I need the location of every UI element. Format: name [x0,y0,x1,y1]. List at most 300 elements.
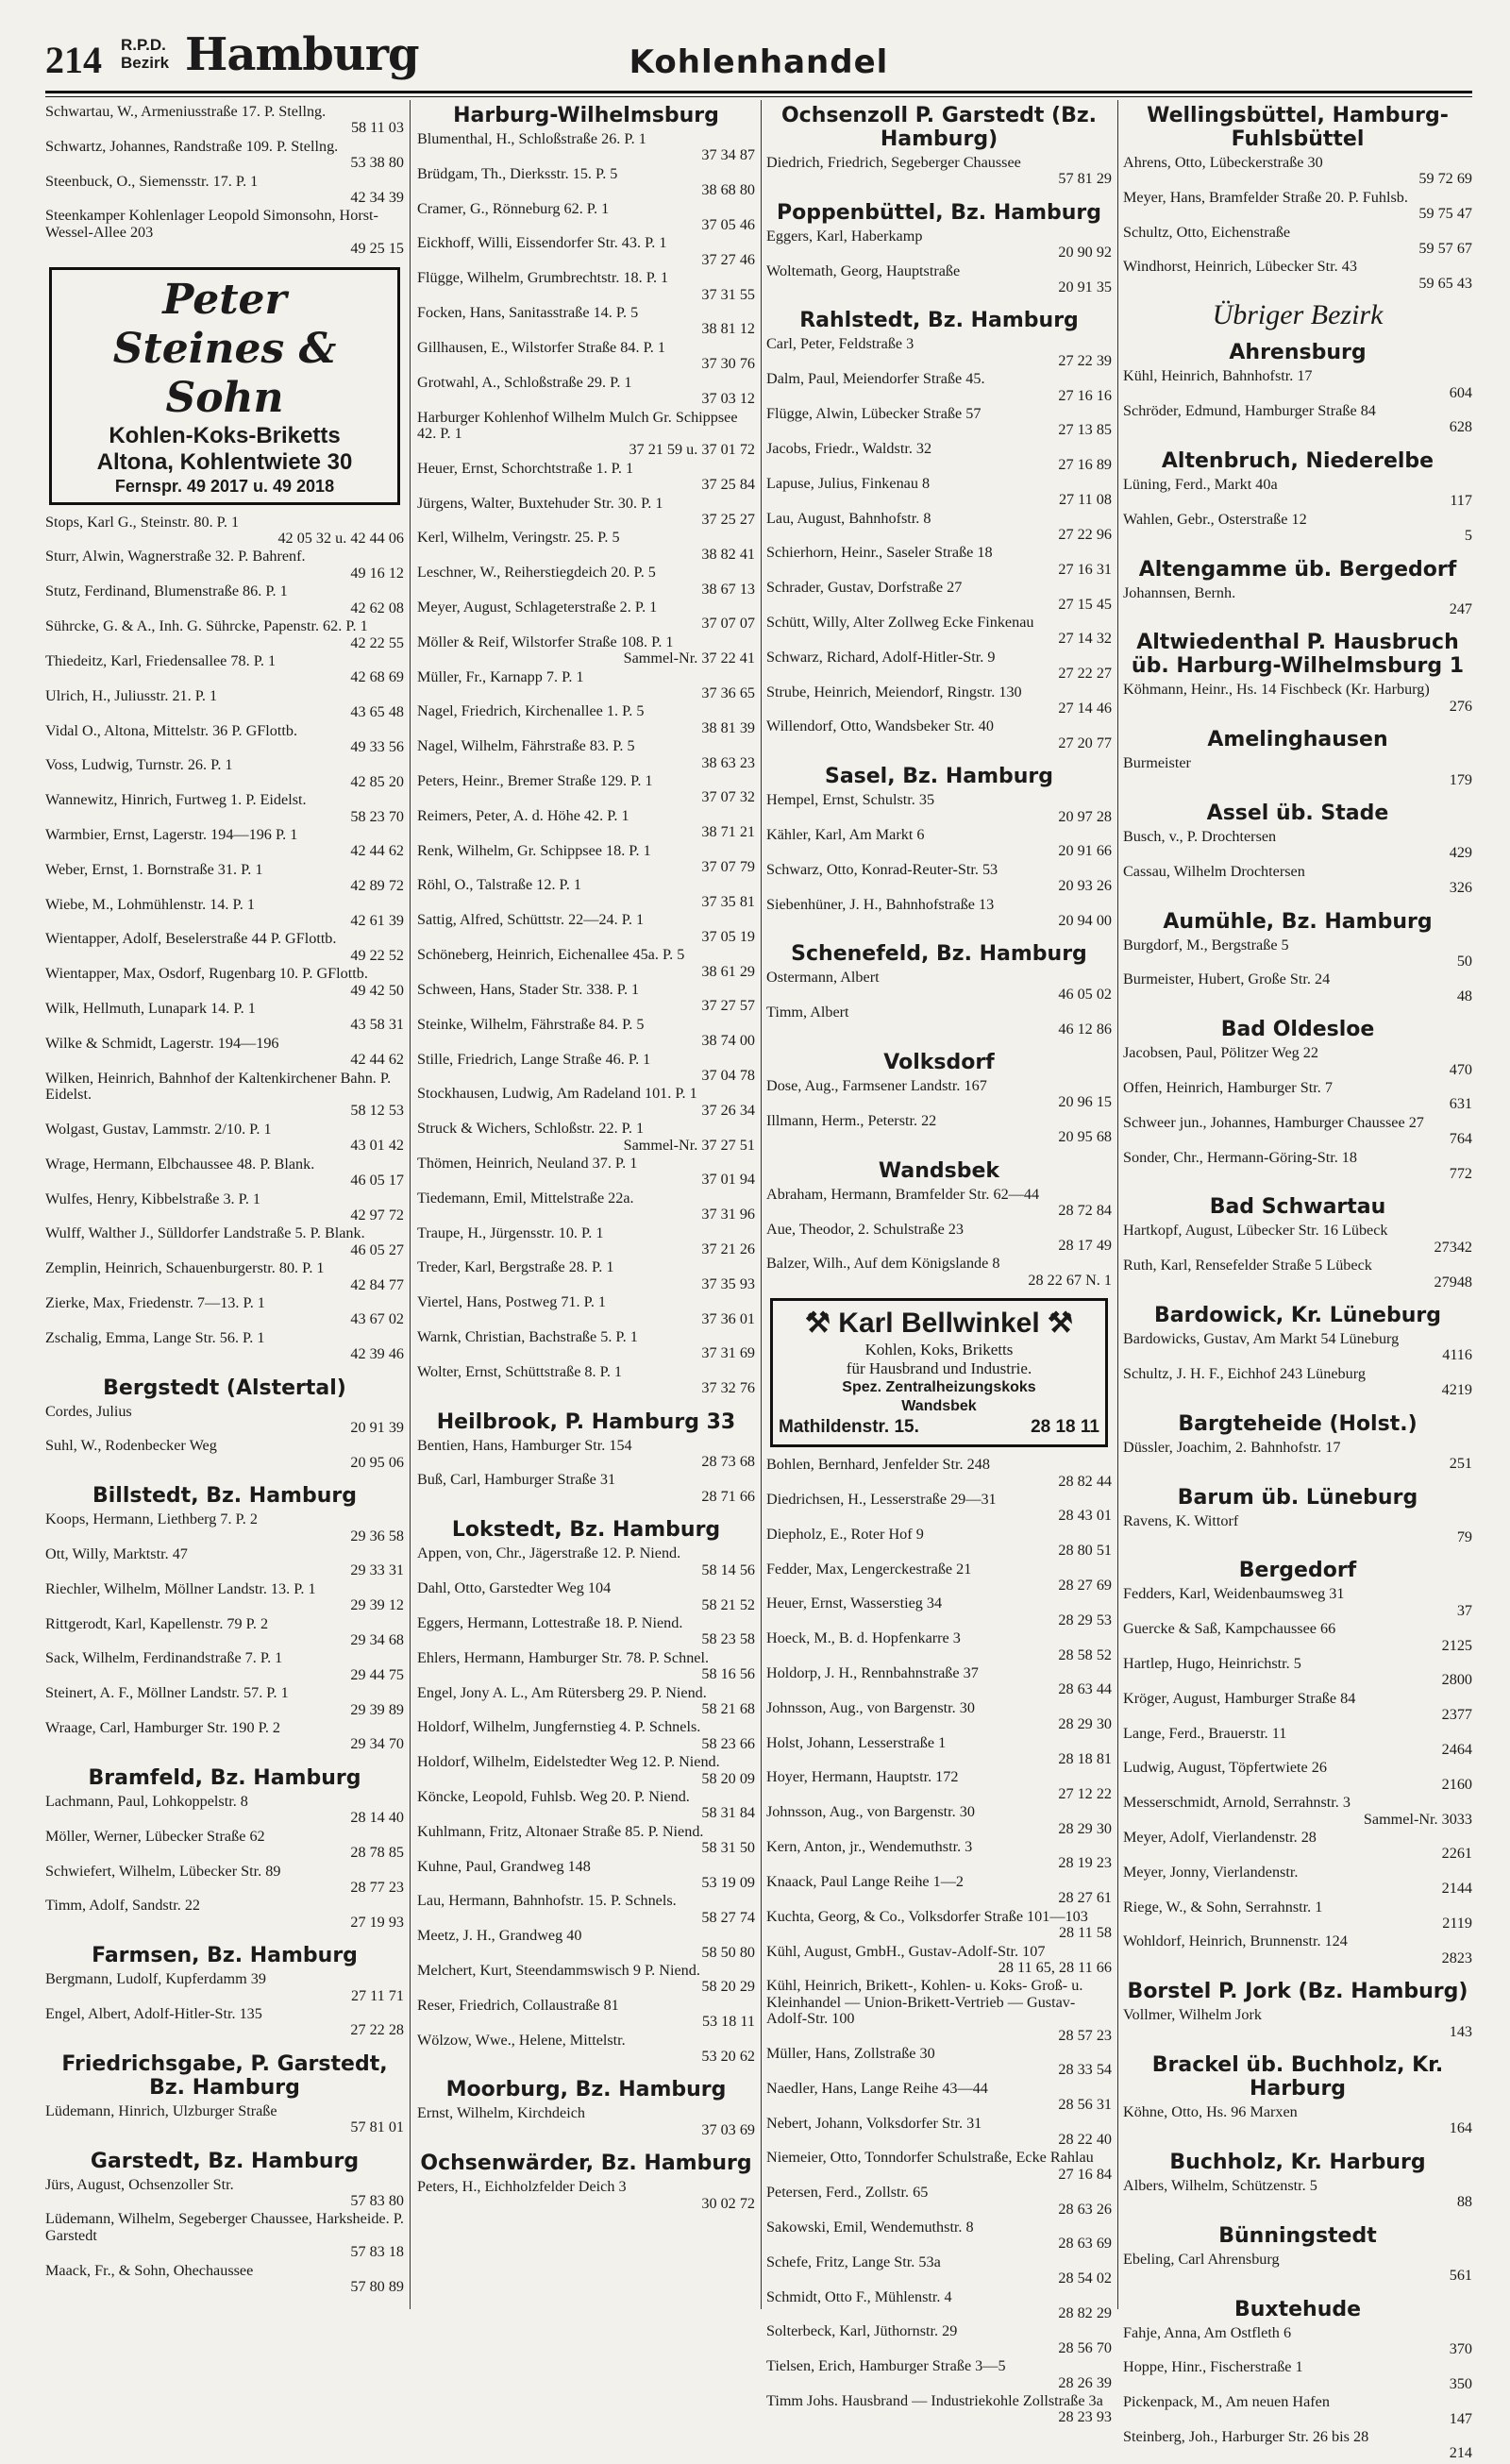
entry-phone: 59 75 47 [1418,205,1472,223]
entry-phone: 117 [1450,492,1472,510]
town-heading: Bergstedt (Alstertal) [103,1375,346,1400]
directory-entry [45,1616,404,1649]
entry-text: Diepholz, E., Roter Hof 9 [766,1525,924,1543]
directory-entry [45,1191,404,1224]
entry-phone: 53 20 62 [701,2048,755,2066]
town-list [417,104,755,2212]
directory-entry [417,1121,755,1154]
directory-entry [1123,1080,1472,1113]
directory-entry [45,515,404,548]
entry-phone: 2377 [1441,1706,1472,1724]
entry-text: Lange, Ferd., Brauerstr. 11 [1123,1724,1287,1742]
town-heading: Aumühle, Bz. Hamburg [1163,909,1433,934]
directory-entry [417,1294,755,1327]
entry-text: Renk, Wilhelm, Gr. Schippsee 18. P. 1 [417,841,651,859]
entry-text: Schwarz, Richard, Adolf-Hitler-Str. 9 [766,648,996,666]
entry-text: Abraham, Hermann, Bramfelder Str. 62—44 [766,1185,1040,1203]
entry-text: Wulfes, Henry, Kibbelstraße 3. P. 1 [45,1190,261,1207]
directory-entry [417,1052,755,1085]
directory-entry [417,1438,755,1471]
entry-phone: 28 56 31 [1058,2096,1112,2114]
advert-phone: Fernspr. 49 2017 u. 49 2018 [114,476,335,496]
entry-phone: 27 16 16 [1058,386,1112,404]
entry-text: Johannsen, Bernh. [1123,583,1236,601]
directory-entry [1123,1933,1472,1966]
entry-text: Burgdorf, M., Bergstraße 5 [1123,936,1289,954]
directory-entry [1123,971,1472,1004]
town-heading: Friedrichsgabe, P. Garstedt, Bz. Hamburg [61,2051,388,2100]
entry-text: Möller & Reif, Wilstorfer Straße 108. P. 1 [417,633,674,650]
directory-entry [1123,2104,1472,2137]
entry-text: Müller, Hans, Zollstraße 30 [766,2044,935,2062]
entry-phone: 470 [1449,1060,1472,1078]
entry-phone: 38 81 39 [701,718,755,736]
entry-phone: 20 95 06 [350,1453,404,1471]
directory-entry [417,1859,755,1892]
entry-phone: 37 [1456,1601,1472,1619]
directory-entry [45,139,404,172]
directory-entry [45,104,404,137]
directory-entry [45,897,404,930]
entry-phone: 42 85 20 [350,772,404,790]
town-heading: Altenbruch, Niederelbe [1161,448,1434,473]
entry-text: Viertel, Hans, Postweg 71. P. 1 [417,1293,607,1311]
entry-phone: 2119 [1442,1915,1472,1932]
town-heading: Bargteheide (Holst.) [1178,1411,1418,1436]
directory-entry [1123,1223,1472,1256]
advert-karl-bellwinkel [770,1298,1108,1447]
directory-entry [1123,2325,1472,2358]
advert-name: ⚒ Karl Bellwinkel ⚒ [805,1308,1073,1340]
entry-text: Kuhlmann, Fritz, Altonaer Straße 85. P. Niend. [417,1822,704,1840]
entry-text: Bardowicks, Gustav, Am Markt 54 Lüneburg [1123,1330,1400,1348]
subheading: Übriger Bezirk [1212,299,1384,331]
entry-phone: Sammel-Nr. 37 22 41 [623,650,755,667]
entry-phone: 2144 [1441,1880,1472,1898]
entry-phone: 20 97 28 [1058,807,1112,825]
entry-phone: 37 31 55 [701,285,755,303]
entry-phone: 42 61 39 [350,912,404,929]
directory-entry [45,931,404,964]
entry-text: Albers, Wilhelm, Schützenstr. 5 [1123,2176,1317,2194]
entry-phone: 50 [1456,952,1472,970]
entry-phone: 42 44 62 [350,842,404,860]
directory-entry [1123,682,1472,715]
directory-entry [417,131,755,164]
advert-name-text: Karl Bellwinkel [838,1308,1040,1340]
entry-phone: 58 31 50 [701,1839,755,1857]
rpd-line1: R.P.D. [121,36,166,54]
entry-phone: 27 13 85 [1058,421,1112,439]
entry-text: Holdorf, Wilhelm, Eidelstedter Weg 12. P. Niend. [417,1753,720,1771]
directory-entry [766,511,1112,544]
directory-entry [1123,2252,1472,2285]
directory-entry [766,580,1112,613]
entry-phone: 38 81 12 [701,320,755,338]
entry-text: Ravens, K. Wittorf [1123,1511,1239,1529]
town-heading: Billstedt, Bz. Hamburg [92,1484,357,1509]
directory-entry [766,2219,1112,2253]
entry-phone: 37 01 94 [701,1171,755,1189]
entry-phone: 57 83 18 [350,2243,404,2261]
entry-text: Sonder, Chr., Hermann-Göring-Str. 18 [1123,1148,1357,1166]
directory-entry [45,618,404,651]
directory-entry [45,1720,404,1753]
entry-text: Reser, Friedrich, Collaustraße 81 [417,1996,619,2014]
entry-phone: 37 07 79 [701,858,755,876]
directory-entry [417,1963,755,1996]
entry-text: Hempel, Ernst, Schulstr. 35 [766,791,935,809]
town-heading: Harburg-Wilhelmsburg [453,104,719,127]
entry-text: Wölzow, Wwe., Helene, Mittelstr. [417,2031,626,2049]
town-heading: Ahrensburg [1229,341,1367,365]
directory-entry [417,1545,755,1578]
directory-entry [1123,1045,1472,1078]
town-heading: Lokstedt, Bz. Hamburg [451,1518,721,1543]
entry-phone: 27 19 93 [350,1913,404,1931]
directory-entry [417,166,755,199]
column-separator [761,100,762,2309]
entry-text: Heuer, Ernst, Schorchtstraße 1. P. 1 [417,459,634,477]
town-heading: Rahlstedt, Bz. Hamburg [799,309,1079,333]
directory-entry [45,757,404,790]
entry-phone: 37 31 96 [701,1206,755,1224]
entry-phone: 43 01 42 [350,1137,404,1155]
directory-entry [45,208,404,257]
directory-entry [766,441,1112,474]
entry-text: Schwarz, Otto, Konrad-Reuter-Str. 53 [766,860,998,878]
entry-text: Illmann, Herm., Peterstr. 22 [766,1111,937,1129]
entry-phone: 2125 [1441,1636,1472,1654]
entry-phone: 27 16 89 [1058,456,1112,474]
entry-phone: 28 43 01 [1058,1507,1112,1525]
directory-entry [1123,2178,1472,2211]
entry-phone: 58 14 56 [701,1561,755,1578]
entry-phone: 27 22 28 [350,2021,404,2039]
entry-phone: 28 11 58 [1058,1924,1112,1942]
entry-text: Müller, Fr., Karnapp 7. P. 1 [417,667,584,685]
directory-entry [45,723,404,756]
directory-entry [766,406,1112,439]
directory-entry [45,1829,404,1862]
entry-text: Johnsson, Aug., von Bargenstr. 30 [766,1698,975,1716]
entry-phone: 20 91 35 [1058,278,1112,296]
entry-text: Aue, Theodor, 2. Schulstraße 23 [766,1220,964,1238]
directory-entry [1123,477,1472,510]
entry-phone: 37 25 84 [701,476,755,494]
directory-entry [45,583,404,616]
entry-text: Eggers, Karl, Haberkamp [766,227,923,245]
entry-text: Grotwahl, A., Schloßstraße 29. P. 1 [417,373,632,391]
directory-entry [45,1036,404,1069]
entry-phone: 38 74 00 [701,1032,755,1050]
entry-text: Balzer, Wilh., Auf dem Königslande 8 [766,1255,1000,1273]
entry-text: Voss, Ludwig, Turnstr. 26. P. 1 [45,756,233,774]
entry-phone: 28 57 23 [1058,2026,1112,2044]
directory-entry [766,1595,1112,1629]
entry-phone: 27 22 96 [1058,525,1112,543]
entry-phone: 28 29 53 [1058,1611,1112,1629]
entry-text: Riege, W., & Sohn, Serrahnstr. 1 [1123,1898,1323,1916]
entry-phone: 79 [1456,1527,1472,1545]
directory-entry [417,1472,755,1505]
entry-text: Dose, Aug., Farmsener Landstr. 167 [766,1077,987,1095]
directory-entry [1123,259,1472,292]
entry-text: Suhl, W., Rodenbecker Weg [45,1437,217,1455]
entry-text: Diedrichsen, H., Lesserstraße 29—31 [766,1490,997,1508]
entry-phone: 38 63 23 [701,753,755,771]
entry-phone: 48 [1456,987,1472,1004]
entry-phone: 42 62 08 [350,599,404,616]
directory-entry [417,773,755,806]
directory-entry [766,1804,1112,1837]
entry-phone: 764 [1449,1130,1472,1148]
entry-phone: 28 71 66 [701,1487,755,1505]
directory-entry [766,1944,1112,1977]
entry-text: Wrage, Hermann, Elbchaussee 48. P. Blank. [45,1155,315,1173]
entry-phone: 28 27 69 [1058,1576,1112,1594]
entry-text: Ruth, Karl, Rensefelder Straße 5 Lübeck [1123,1257,1372,1274]
entry-text: Ulrich, H., Juliusstr. 21. P. 1 [45,686,218,704]
directory-entry [1123,2007,1472,2040]
directory-entry [45,1156,404,1190]
town-heading: Bergedorf [1238,1559,1357,1583]
directory-entry [766,827,1112,860]
entry-phone: 58 11 03 [350,119,404,137]
advert-name-line2: Steines & Sohn [112,324,337,422]
directory-entry [766,1665,1112,1698]
directory-entry [1123,2359,1472,2392]
directory-entry [45,792,404,825]
entry-phone: 28 82 44 [1058,1472,1112,1490]
entry-text: Sührcke, G. & A., Inh. G. Sührcke, Papenstr. 62. P. 1 [45,617,368,635]
directory-entry [1123,155,1472,188]
entry-phone: 4116 [1442,1346,1472,1364]
entry-phone: 28 73 68 [701,1453,755,1471]
column-4 [1123,104,1472,2464]
entry-list [766,1457,1112,2426]
entry-text: Stille, Friedrich, Lange Straße 46. P. 1 [417,1050,651,1068]
town-heading: Barum üb. Lüneburg [1177,1485,1418,1510]
directory-entry [417,1580,755,1613]
entry-phone: 29 36 58 [350,1527,404,1544]
entry-text: Ernst, Wilhelm, Kirchdeich [417,2104,585,2122]
entry-text: Ahrens, Otto, Lübeckerstraße 30 [1123,154,1323,171]
header-rule-thin [45,96,1472,97]
entry-text: Rittgerodt, Karl, Kapellenstr. 79 P. 2 [45,1614,269,1632]
entry-text: Wahlen, Gebr., Osterstraße 12 [1123,510,1307,528]
entry-phone: 43 58 31 [350,1016,404,1034]
directory-entry [766,2358,1112,2391]
entry-text: Hartlep, Hugo, Heinrichstr. 5 [1123,1654,1301,1672]
directory-entry [1123,1830,1472,1863]
entry-text: Gillhausen, E., Wilstorfer Straße 84. P. 1 [417,338,665,356]
directory-entry [417,496,755,529]
entry-phone: 628 [1449,418,1472,436]
directory-entry [417,669,755,702]
entry-text: Kühl, Heinrich, Bahnhofstr. 17 [1123,367,1313,385]
entry-phone: 37 36 65 [701,684,755,701]
entry-phone: 37 35 93 [701,1274,755,1292]
directory-entry [417,1329,755,1362]
town-heading: Moorburg, Bz. Hamburg [445,2078,727,2102]
directory-entry [417,1754,755,1787]
directory-entry [766,1457,1112,1490]
entry-text: Zemplin, Heinrich, Schauenburgerstr. 80. P. 1 [45,1259,325,1277]
entry-phone: 27 20 77 [1058,734,1112,751]
entry-phone: 53 18 11 [701,2013,755,2031]
entry-text: Fahje, Anna, Am Ostfleth 6 [1123,2323,1292,2341]
entry-phone: 276 [1449,697,1472,715]
directory-entry [417,1719,755,1752]
directory-entry [766,1256,1112,1289]
entry-text: Köhmann, Heinr., Hs. 14 Fischbeck (Kr. Harburg) [1123,681,1430,699]
advert-address: Mathildenstr. 15. [779,1417,919,1438]
directory-entry [1123,1440,1472,1473]
town-list [45,1376,404,2296]
directory-entry [766,684,1112,717]
entry-text: Steenkamper Kohlenlager Leopold Simonsohn, Horst-Wessel-Allee 203 [45,207,378,241]
directory-entry [1123,512,1472,545]
directory-entry [417,1156,755,1189]
directory-entry [417,738,755,771]
directory-entry [766,1769,1112,1802]
entry-phone: 28 63 69 [1058,2235,1112,2253]
advert-name-line1: Peter [162,275,287,324]
entry-phone: 28 17 49 [1058,1236,1112,1254]
entry-text: Jürgens, Walter, Buxtehuder Str. 30. P. 1 [417,494,663,512]
entry-text: Kern, Anton, jr., Wendemuthstr. 3 [766,1838,973,1856]
directory-entry [45,1295,404,1328]
directory-entry [1123,2394,1472,2427]
entry-phone: 28 77 23 [350,1878,404,1896]
town-heading: Bad Schwartau [1209,1195,1386,1220]
directory-entry [417,1650,755,1683]
directory-entry [1123,585,1472,618]
entry-phone: 28 80 51 [1058,1542,1112,1560]
directory-entry [417,947,755,980]
entry-text: Köncke, Leopold, Fuhlsb. Weg 20. P. Niend. [417,1787,690,1805]
entry-text: Schierhorn, Heinr., Saseler Straße 18 [766,544,993,562]
entry-phone: 164 [1449,2119,1472,2137]
entry-text: Wohldorf, Heinrich, Brunnenstr. 124 [1123,1932,1348,1950]
entry-phone: 37 07 32 [701,788,755,806]
advert-peter-steines [49,267,400,505]
entry-text: Thiedeitz, Karl, Friedensallee 78. P. 1 [45,651,277,669]
advert-address-line [779,1416,1099,1439]
town-heading: Amelinghausen [1207,728,1388,752]
directory-entry [766,1630,1112,1663]
entry-phone: 38 82 41 [701,545,755,563]
entry-phone: 37 25 27 [701,510,755,528]
directory-entry [766,1874,1112,1907]
entry-text: Holdorp, J. H., Rennbahnstraße 37 [766,1664,979,1681]
directory-entry [45,1794,404,1827]
entry-text: Knaack, Paul Lange Reihe 1—2 [766,1872,965,1890]
directory-entry [417,530,755,563]
entry-phone: 28 33 54 [1058,2061,1112,2079]
entry-text: Kuchta, Georg, & Co., Volksdorfer Straße 101—103 [766,1907,1088,1925]
entry-phone: 58 23 70 [350,807,404,825]
entry-phone: 42 22 55 [350,633,404,651]
entry-text: Bohlen, Bernhard, Jenfelder Str. 248 [766,1456,990,1474]
entry-phone: 143 [1449,2022,1472,2040]
entry-text: Tiedemann, Emil, Mittelstraße 22a. [417,1189,634,1207]
entry-phone: 27 14 32 [1058,630,1112,648]
entry-phone: 20 93 26 [1058,877,1112,895]
entry-phone: 29 33 31 [350,1561,404,1579]
entry-phone: 561 [1449,2267,1472,2285]
entry-text: Meyer, Adolf, Vierlandenstr. 28 [1123,1829,1317,1846]
entry-text: Ebeling, Carl Ahrensburg [1123,2250,1280,2268]
directory-entry [417,982,755,1015]
directory-entry [766,1187,1112,1220]
entry-phone: 49 33 56 [350,737,404,755]
page-number: 214 [45,39,102,81]
entry-phone: 58 27 74 [701,1908,755,1926]
directory-entry [766,2254,1112,2287]
directory-entry [1123,829,1472,862]
entry-phone: 251 [1449,1455,1472,1473]
column-2 [417,104,755,2214]
entry-phone: 49 22 52 [350,946,404,964]
directory-entry [766,2393,1112,2426]
directory-entry [1123,937,1472,970]
directory-entry [45,1864,404,1897]
entry-phone: 57 80 89 [350,2278,404,2295]
directory-entry [45,174,404,207]
entry-phone: 42 97 72 [350,1206,404,1224]
entry-phone: 58 20 09 [701,1769,755,1787]
entry-text: Vidal O., Altona, Mittelstr. 36 P. GFlottb. [45,721,298,739]
directory-entry [417,340,755,373]
entry-phone: 37 04 78 [701,1066,755,1084]
directory-entry [1123,1760,1472,1793]
directory-entry [417,877,755,910]
directory-entry [417,1824,755,1857]
directory-entry [1123,864,1472,897]
city-title: Hamburg [185,28,419,81]
entry-phone: 58 21 68 [701,1699,755,1717]
entry-phone: 4219 [1441,1381,1472,1399]
directory-entry [1123,1726,1472,1759]
directory-entry [45,1511,404,1544]
town-heading: Heilbrook, P. Hamburg 33 [436,1409,736,1434]
entry-text: Holdorf, Wilhelm, Jungfernstieg 4. P. Schnels. [417,1718,701,1736]
entry-phone: 37 30 76 [701,355,755,373]
entry-text: Schultz, Otto, Eichenstraße [1123,223,1291,241]
directory-entry [766,650,1112,683]
entry-phone: 46 12 86 [1058,1020,1112,1038]
entry-phone: 147 [1449,2409,1472,2427]
entry-phone: 37 31 69 [701,1344,755,1362]
entry-phone: 88 [1456,2193,1472,2211]
entry-phone: 37 03 69 [701,2120,755,2138]
entry-text: Offen, Heinrich, Hamburger Str. 7 [1123,1079,1333,1096]
town-heading: Borstel P. Jork (Bz. Hamburg) [1127,1980,1468,2004]
entry-text: Timm Johs. Hausbrand — Industriekohle Zollstraße 3a [766,2392,1103,2410]
entry-text: Röhl, O., Talstraße 12. P. 1 [417,876,581,894]
entry-phone: 28 19 23 [1058,1854,1112,1872]
entry-phone: 27948 [1434,1273,1472,1291]
directory-entry [1123,1621,1472,1654]
entry-phone: 2464 [1441,1740,1472,1758]
entry-text: Jacobs, Friedr., Waldstr. 32 [766,439,932,457]
directory-entry [417,1017,755,1050]
entry-phone: 58 50 80 [701,1943,755,1961]
town-heading: Brackel üb. Buchholz, Kr. Harburg [1151,2053,1444,2101]
entry-text: Wulff, Walther J., Sülldorfer Landstraße 5. P. Blank. [45,1224,365,1242]
